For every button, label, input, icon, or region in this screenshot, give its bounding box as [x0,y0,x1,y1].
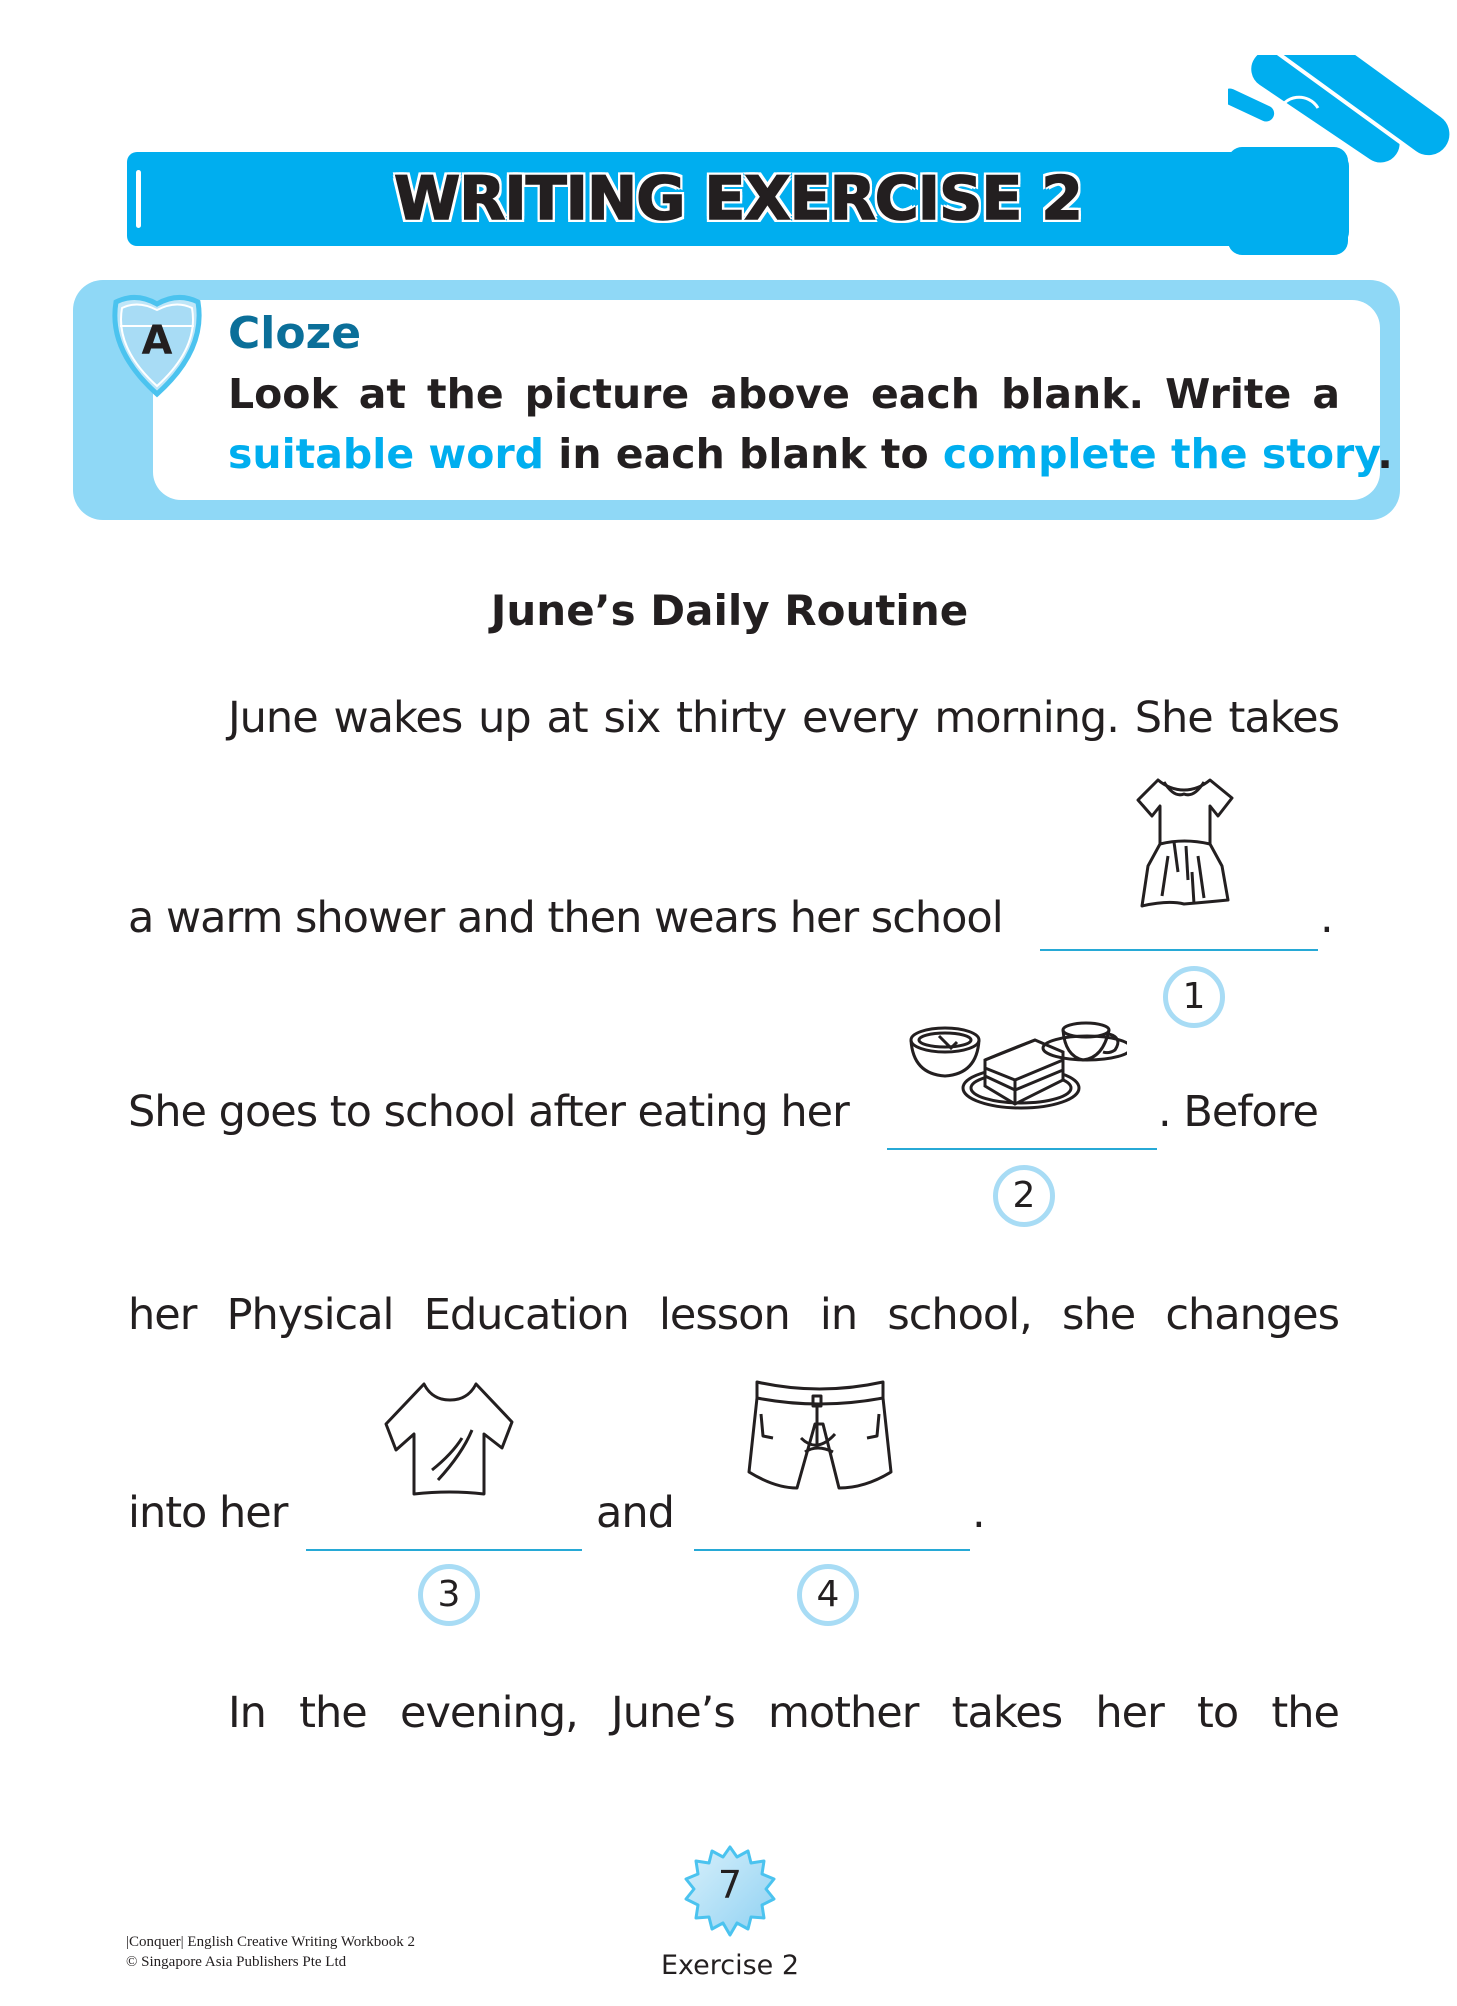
page-number: 7 [717,1863,743,1907]
copyright: © Singapore Asia Publishers Pte Ltd [126,1954,347,1970]
blank-number-4: 4 [797,1564,859,1626]
footer-credits [126,1932,415,1972]
book-title: |Conquer| English Creative Writing Workbook 2 [126,1934,416,1950]
instruction-line-1: Look at the picture above each blank. Write a [228,370,1340,418]
blank-1-input[interactable] [1040,949,1318,951]
page-number-badge [682,1843,778,1939]
instruction-text: in each blank to [544,430,943,478]
story-line-6: In the evening, June’s mother takes her to the [228,1688,1339,1738]
story-punct: . [1320,893,1333,943]
tshirt-icon [380,1378,520,1498]
story-line-5-mid: and [596,1488,674,1538]
blank-2-input[interactable] [887,1148,1157,1150]
title-banner [127,152,1349,246]
breakfast-icon [905,1000,1127,1112]
story-line-1: June wakes up at six thirty every morning. She takes [228,693,1339,743]
story-line-2: a warm shower and then wears her school [128,893,1003,943]
page-title: WRITING EXERCISE 2 [394,164,1082,234]
blank-number-1: 1 [1163,966,1225,1028]
section-badge [106,290,208,400]
blank-4-input[interactable] [694,1549,970,1551]
story-line-4: her Physical Education lesson in school, she changes [128,1290,1339,1340]
section-title: Cloze [228,308,362,359]
instruction-text: . [1377,430,1393,478]
instruction-highlight: suitable word [228,430,545,478]
story-line-3: She goes to school after eating her [128,1087,849,1137]
story-punct: . [972,1488,985,1538]
dress-icon [1128,776,1240,912]
blank-3-input[interactable] [306,1549,582,1551]
story-line-5: into her [128,1488,288,1538]
section-letter: A [141,318,173,364]
instruction-line-2 [228,430,1393,478]
story-title: June’s Daily Routine [490,586,969,635]
instruction-highlight: complete the story [942,430,1378,478]
exercise-label: Exercise 2 [660,1950,800,1981]
blank-number-2: 2 [993,1165,1055,1227]
blank-number-3: 3 [418,1564,480,1626]
skis-icon [1228,55,1457,255]
story-line-3-end: . Before [1158,1087,1318,1137]
shorts-icon [745,1378,895,1494]
